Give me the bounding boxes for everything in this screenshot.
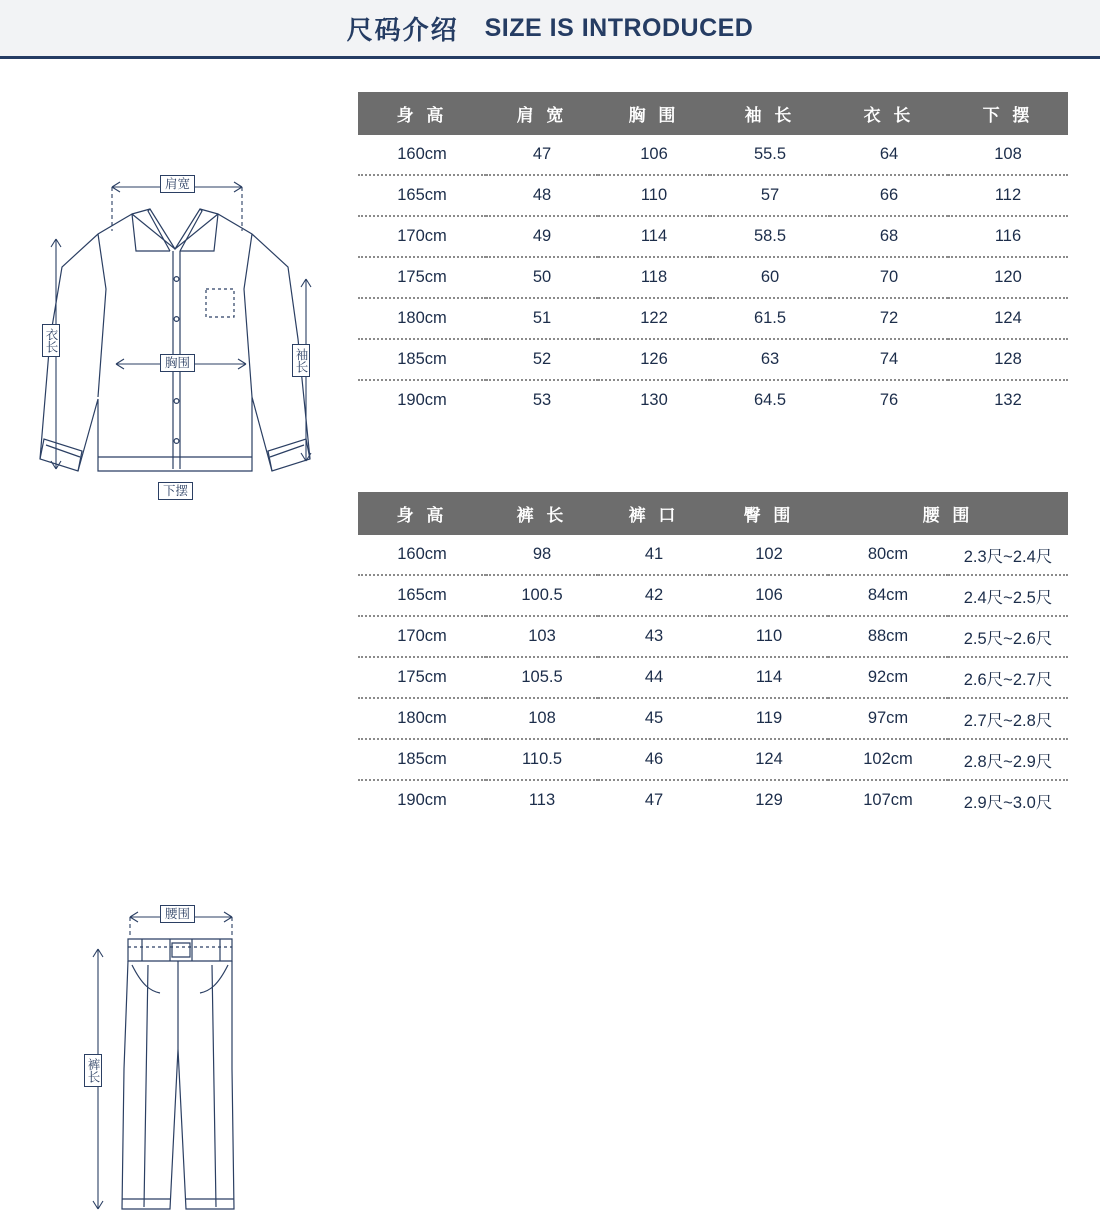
table-cell: 53 [486,380,598,420]
table-cell: 98 [486,535,598,575]
table-cell: 175cm [358,257,486,298]
pants-size-table-wrap [358,492,1068,820]
label-pants-length: 裤长 [84,1054,102,1087]
table-row [358,780,1068,820]
table-cell: 76 [830,380,948,420]
label-shoulder-width: 肩宽 [160,175,195,193]
table-cell: 107cm [828,780,948,820]
table-cell: 47 [486,135,598,175]
column-header: 衣 长 [830,92,948,135]
table-cell: 49 [486,216,598,257]
table-cell: 180cm [358,698,486,739]
table-cell: 84cm [828,575,948,616]
table-cell: 110 [598,175,710,216]
table-cell: 2.3尺~2.4尺 [948,535,1068,575]
table-row [358,739,1068,780]
shirt-table-body [358,135,1068,420]
table-cell: 42 [598,575,710,616]
shirt-diagram [20,139,340,498]
table-row [358,135,1068,175]
label-garment-length: 衣长 [42,324,60,357]
table-row [358,535,1068,575]
table-cell: 45 [598,698,710,739]
table-cell: 2.9尺~3.0尺 [948,780,1068,820]
table-cell: 108 [486,698,598,739]
table-cell: 64.5 [710,380,830,420]
column-header: 胸 围 [598,92,710,135]
column-header: 身 高 [358,92,486,135]
table-cell: 185cm [358,739,486,780]
label-chest: 胸围 [160,354,195,372]
table-cell: 50 [486,257,598,298]
column-header: 袖 长 [710,92,830,135]
table-cell: 114 [710,657,828,698]
table-cell: 2.5尺~2.6尺 [948,616,1068,657]
table-cell: 100.5 [486,575,598,616]
table-cell: 2.6尺~2.7尺 [948,657,1068,698]
shirt-table-head [358,92,1068,135]
shirt-size-table-wrap [358,92,1068,420]
table-cell: 57 [710,175,830,216]
table-cell: 68 [830,216,948,257]
table-cell: 175cm [358,657,486,698]
table-cell: 92cm [828,657,948,698]
table-cell: 80cm [828,535,948,575]
table-cell: 44 [598,657,710,698]
pants-table-body [358,535,1068,820]
label-hem: 下摆 [158,482,193,500]
table-cell: 170cm [358,616,486,657]
table-cell: 110.5 [486,739,598,780]
table-cell: 106 [598,135,710,175]
table-cell: 61.5 [710,298,830,339]
table-cell: 105.5 [486,657,598,698]
page-title-cn: 尺码介绍 [346,14,459,45]
table-cell: 2.4尺~2.5尺 [948,575,1068,616]
table-row [358,657,1068,698]
table-cell: 72 [830,298,948,339]
table-cell: 185cm [358,339,486,380]
pants-table-head [358,492,1068,535]
column-header: 腰 围 [828,492,1068,535]
table-cell: 102 [710,535,828,575]
table-cell: 110 [710,616,828,657]
table-cell: 48 [486,175,598,216]
table-cell: 63 [710,339,830,380]
table-row [358,298,1068,339]
table-cell: 51 [486,298,598,339]
table-row [358,257,1068,298]
table-cell: 126 [598,339,710,380]
table-cell: 46 [598,739,710,780]
column-header: 下 摆 [948,92,1068,135]
table-row [358,575,1068,616]
page-title-en: SIZE IS INTRODUCED [484,13,754,42]
table-cell: 108 [948,135,1068,175]
table-cell: 41 [598,535,710,575]
table-cell: 122 [598,298,710,339]
column-header: 身 高 [358,492,486,535]
label-waist: 腰围 [160,905,195,923]
table-cell: 130 [598,380,710,420]
table-cell: 129 [710,780,828,820]
table-cell: 102cm [828,739,948,780]
table-cell: 190cm [358,780,486,820]
table-cell: 43 [598,616,710,657]
table-cell: 60 [710,257,830,298]
column-header: 肩 宽 [486,92,598,135]
table-cell: 47 [598,780,710,820]
table-cell: 124 [710,739,828,780]
column-header: 臀 围 [710,492,828,535]
table-cell: 118 [598,257,710,298]
table-cell: 114 [598,216,710,257]
table-row [358,339,1068,380]
table-row [358,616,1068,657]
table-cell: 106 [710,575,828,616]
pants-size-table [358,492,1068,820]
table-cell: 120 [948,257,1068,298]
table-cell: 88cm [828,616,948,657]
shirt-size-table [358,92,1068,420]
table-cell: 97cm [828,698,948,739]
table-header-row [358,492,1068,535]
column-header: 裤 长 [486,492,598,535]
column-header: 裤 口 [598,492,710,535]
table-cell: 119 [710,698,828,739]
table-cell: 180cm [358,298,486,339]
table-cell: 170cm [358,216,486,257]
label-sleeve-length: 袖长 [292,344,310,377]
table-header-row [358,92,1068,135]
table-cell: 58.5 [710,216,830,257]
table-cell: 165cm [358,575,486,616]
pants-diagram [20,869,340,1229]
table-cell: 132 [948,380,1068,420]
table-row [358,175,1068,216]
table-cell: 128 [948,339,1068,380]
table-cell: 124 [948,298,1068,339]
table-cell: 112 [948,175,1068,216]
table-cell: 160cm [358,135,486,175]
table-cell: 103 [486,616,598,657]
pants-illustration [20,869,340,1229]
table-cell: 113 [486,780,598,820]
table-cell: 190cm [358,380,486,420]
table-cell: 74 [830,339,948,380]
table-cell: 66 [830,175,948,216]
table-cell: 160cm [358,535,486,575]
table-cell: 55.5 [710,135,830,175]
table-cell: 2.7尺~2.8尺 [948,698,1068,739]
table-row [358,380,1068,420]
table-cell: 2.8尺~2.9尺 [948,739,1068,780]
table-cell: 52 [486,339,598,380]
table-cell: 116 [948,216,1068,257]
page-header [0,0,1100,59]
table-cell: 64 [830,135,948,175]
table-row [358,698,1068,739]
table-cell: 70 [830,257,948,298]
table-row [358,216,1068,257]
table-cell: 165cm [358,175,486,216]
